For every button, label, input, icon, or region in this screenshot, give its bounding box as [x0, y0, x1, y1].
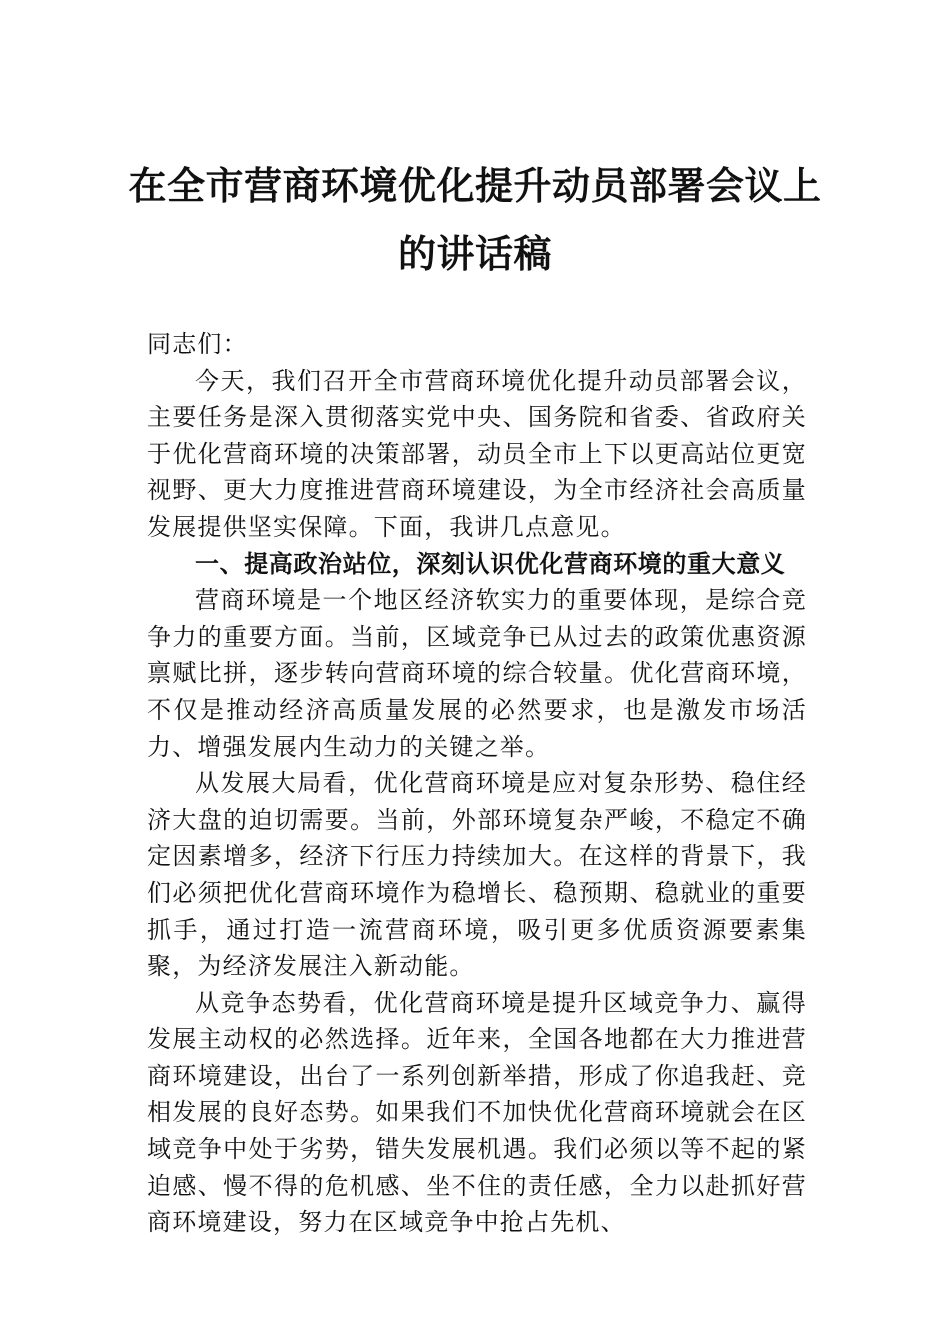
document-body	[147, 326, 807, 1241]
paragraph-competition: 从竞争态势看，优化营商环境是提升区域竞争力、赢得发展主动权的必然选择。近年来，全国各地都在大力推进营商环境建设，出台了一系列创新举措，形成了你追我赶、竞相发展的良好态势。如果我们不加快优化营商环境就会在区域竞争中处于劣势，错失发展机遇。我们必须以等不起的紧迫感、慢不得的危机感、坐不住的责任感，全力以赴抓好营商环境建设，努力在区域竞争中抢占先机、	[147, 988, 807, 1237]
document-title-line-2: 的讲话稿	[397, 232, 552, 276]
document-title-line-1: 在全市营商环境优化提升动员部署会议上	[128, 164, 822, 208]
paragraph-significance: 营商环境是一个地区经济软实力的重要体现，是综合竞争力的重要方面。当前，区域竞争已从过去的政策优惠资源禀赋比拼，逐步转向营商环境的综合较量。优化营商环境，不仅是推动经济高质量发展的必然要求，也是激发市场活力、增强发展内生动力的关键之举。	[147, 586, 807, 761]
paragraph-development-overview: 从发展大局看，优化营商环境是应对复杂形势、稳住经济大盘的迫切需要。当前，外部环境复杂严峻，不稳定不确定因素增多，经济下行压力持续加大。在这样的背景下，我们必须把优化营商环境作为稳增长、稳预期、稳就业的重要抓手，通过打造一流营商环境，吸引更多优质资源要素集聚，为经济发展注入新动能。	[147, 769, 807, 981]
section-heading-1: 一、提高政治站位，深刻认识优化营商环境的重大意义	[195, 549, 786, 578]
salutation: 同志们：	[147, 330, 248, 358]
paragraph-intro: 今天，我们召开全市营商环境优化提升动员部署会议，主要任务是深入贯彻落实党中央、国务院和省委、省政府关于优化营商环境的决策部署，动员全市上下以更高站位更宽视野、更大力度推进营商环境建设，为全市经济社会高质量发展提供坚实保障。下面，我讲几点意见。	[147, 366, 807, 541]
